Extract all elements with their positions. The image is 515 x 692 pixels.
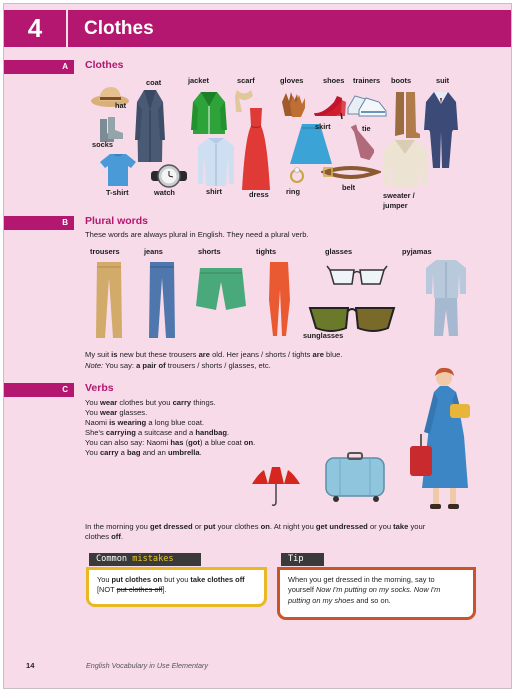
tip-line-2: yourself Now I'm putting on my socks. Now I'm	[288, 585, 441, 595]
watch-icon	[149, 162, 189, 190]
label-watch: watch	[154, 188, 175, 197]
sunglasses-icon	[306, 302, 398, 336]
tip-header: Tip	[281, 553, 324, 566]
book-title: English Vocabulary in Use Elementary	[86, 661, 208, 670]
label-boots: boots	[391, 76, 412, 85]
section-b-bar: B	[4, 216, 74, 230]
label-tights: tights	[256, 247, 277, 256]
label-dress: dress	[249, 190, 269, 199]
label-glasses: glasses	[325, 247, 353, 256]
page	[3, 3, 512, 689]
section-b-title: Plural words	[85, 215, 149, 227]
shorts-icon	[194, 266, 248, 314]
trainers-icon	[346, 92, 388, 118]
verbs-line-6: You carry a bag and an umbrella.	[85, 448, 202, 457]
tshirt-icon	[98, 152, 138, 188]
verbs-morning-line-1: In the morning you get dressed or put your clothes on. At night you get undressed or you take your	[85, 522, 426, 531]
label-socks: socks	[92, 140, 113, 149]
label-hat: hat	[115, 101, 127, 110]
jeans-icon	[147, 260, 177, 340]
boots-icon	[393, 90, 421, 140]
label-pyjamas: pyjamas	[402, 247, 432, 256]
unit-title: Clothes	[84, 18, 154, 39]
suitcase-icon	[322, 450, 390, 504]
glasses-icon	[326, 262, 388, 290]
unit-number: 4	[27, 13, 43, 43]
label-tie: tie	[362, 124, 371, 133]
section-a-title: Clothes	[85, 59, 124, 71]
section-c-title: Verbs	[85, 382, 114, 394]
trousers-icon	[94, 260, 124, 340]
label-shorts: shorts	[198, 247, 221, 256]
label-coat: coat	[146, 78, 162, 87]
label-jeans: jeans	[144, 247, 163, 256]
verbs-morning-line-2: clothes off.	[85, 532, 123, 541]
section-c-bar: C	[4, 383, 74, 397]
plural-example: My suit is new but these trousers are old. Her jeans / shorts / tights are blue.	[85, 350, 343, 359]
label-shirt: shirt	[206, 187, 223, 196]
label-suit: suit	[436, 76, 450, 85]
gloves-icon	[279, 90, 307, 118]
belt-icon	[321, 162, 381, 184]
plural-intro: These words are always plural in English. They need a plural verb.	[85, 230, 309, 239]
verbs-line-4: She's carrying a suitcase and a handbag.	[85, 428, 230, 437]
label-jacket: jacket	[188, 76, 209, 85]
verbs-line-1: You wear clothes but you carry things.	[85, 398, 216, 407]
jacket-icon	[191, 90, 227, 136]
umbrella-icon	[250, 466, 302, 508]
label-skirt: skirt	[315, 122, 331, 131]
plural-note: Note: You say: a pair of trousers / shorts / glasses, etc.	[85, 361, 271, 370]
label-trainers: trainers	[353, 76, 381, 85]
verbs-line-5: You can also say: Naomi has (got) a blue coat on.	[85, 438, 256, 447]
common-mistakes-line-1: You put clothes on but you take clothes off	[97, 575, 245, 584]
label-gloves: gloves	[280, 76, 304, 85]
woman-illustration	[406, 366, 478, 516]
label-scarf: scarf	[237, 76, 255, 85]
tip-line-3: putting on my shoes and so on.	[288, 595, 391, 605]
tip-box	[277, 567, 476, 620]
tip-line-1: When you get dressed in the morning, say to	[288, 575, 435, 584]
label-shoes: shoes	[323, 76, 345, 85]
common-mistakes-header: Common mistakes	[89, 553, 201, 566]
label-belt: belt	[342, 183, 356, 192]
verbs-line-3: Naomi is wearing a long blue coat.	[85, 418, 205, 427]
label-tshirt: T-shirt	[106, 188, 129, 197]
unit-separator	[66, 10, 68, 47]
shirt-icon	[196, 136, 236, 188]
verbs-line-2: You wear glasses.	[85, 408, 148, 417]
label-ring: ring	[286, 187, 300, 196]
dress-icon	[240, 106, 272, 192]
shoes-icon	[312, 92, 346, 120]
label-sweater: sweater /	[383, 191, 415, 200]
ring-icon	[288, 166, 306, 184]
common-mistakes-box	[86, 567, 267, 607]
label-jumper: jumper	[383, 201, 408, 210]
coat-icon	[135, 88, 165, 164]
sweater-icon	[380, 138, 430, 192]
unit-header	[4, 10, 512, 47]
pyjamas-icon	[424, 258, 468, 338]
label-sunglasses: sunglasses	[303, 331, 344, 340]
section-a-bar: A	[4, 60, 74, 74]
tights-icon	[264, 260, 294, 340]
page-number: 14	[26, 661, 35, 670]
common-mistakes-line-2: [NOT put clothes off].	[97, 585, 167, 595]
label-trousers: trousers	[90, 247, 120, 256]
